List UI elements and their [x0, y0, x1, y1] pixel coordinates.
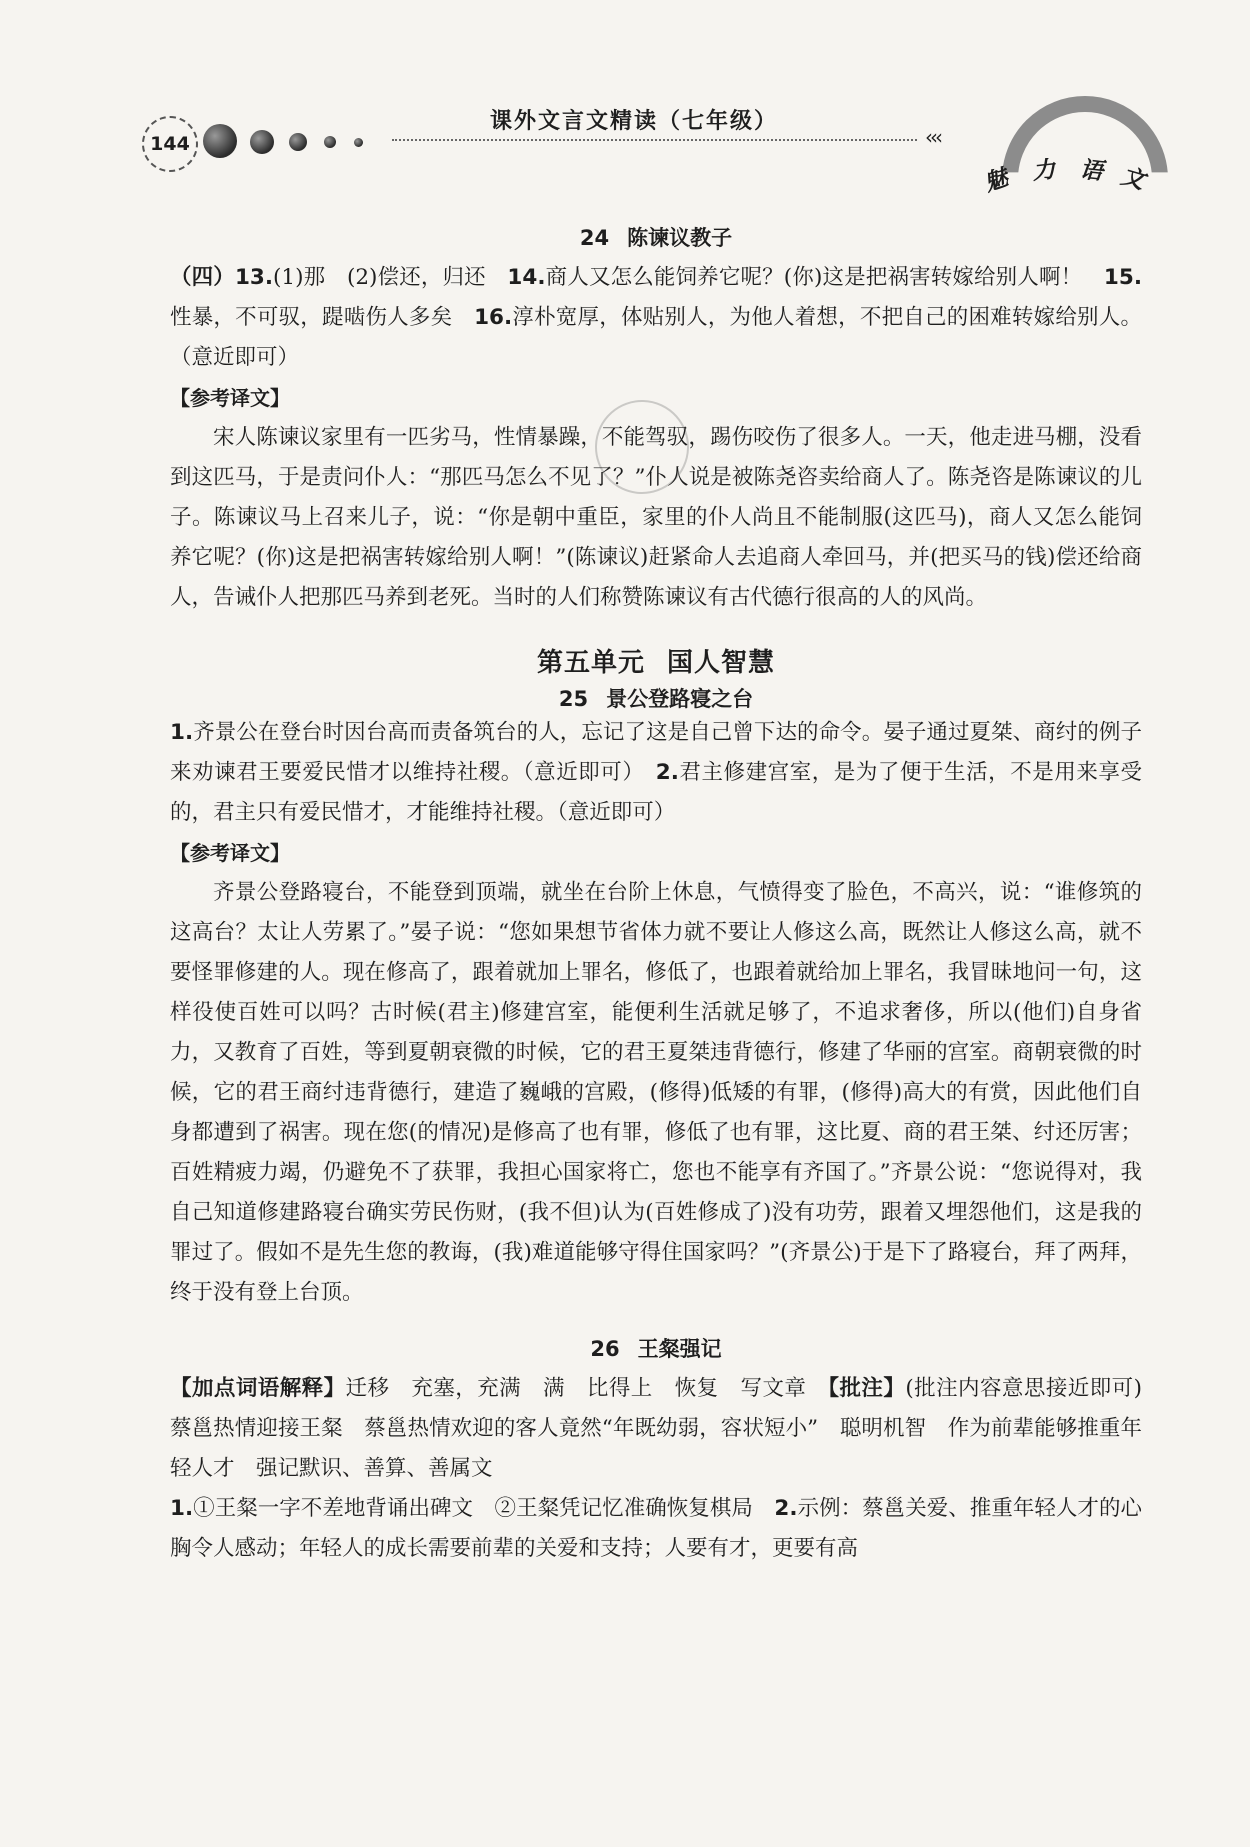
answer-part-label: （四） [170, 265, 235, 290]
page-number: 144 [142, 116, 198, 172]
reference-translation-label: 【参考译文】 [170, 386, 290, 410]
section-name: 王粲强记 [637, 1337, 722, 1361]
annotation-block [170, 1369, 1142, 1489]
section-number: 24 [579, 226, 610, 250]
answer-text: 性暴，不可驭，踶啮伤人多矣 [170, 305, 475, 330]
annotation-label: 【加点词语解释】 [170, 1376, 346, 1401]
section-number: 26 [590, 1337, 620, 1361]
section-number: 25 [558, 687, 589, 711]
book-title: 课外文言文精读（七年级） [490, 108, 779, 134]
answer-text: 示例：蔡邕关爱、推重年轻人才的心胸令人感动；年轻人的成长需要前辈的关爱和支持；人要有才，更要有高 [170, 1496, 1142, 1561]
section-name: 陈谏议教子 [627, 226, 733, 250]
answer-text: 君主修建宫室，是为了便于生活，不是用来享受的，君主只有爱民惜才，才能维持社稷。（意近即可） [170, 760, 1142, 825]
translation-paragraph: 宋人陈谏议家里有一匹劣马，性情暴躁，不能驾驭，踢伤咬伤了很多人。一天，他走进马棚，没看到这匹马，于是责问仆人：“那匹马怎么不见了？”仆人说是被陈尧咨卖给商人了。陈尧咨是陈谏议的儿子。陈谏议马上召来儿子，说：“你是朝中重臣，家里的仆人尚且不能制服(这匹马)，商人又怎么能饲养它呢？(你)这是把祸害转嫁给别人啊！”(陈谏议)赶紧命人去追商人牵回马，并(把买马的钱)偿还给商人，告诫仆人把那匹马养到老死。当时的人们称赞陈谏议有古代德行很高的人的风尚。 [170, 425, 1142, 610]
answer-text: 淳朴宽厚，体贴别人，为他人着想，不把自己的困难转嫁给别人。（意近即可） [170, 305, 1142, 370]
chevron-left-icon: ‹‹‹ [925, 125, 940, 149]
header-divider [392, 139, 917, 141]
question-number: 16. [474, 305, 513, 330]
answer-text: 商人又怎么能饲养它呢？(你)这是把祸害转嫁给别人啊！ [545, 265, 1104, 290]
decorative-dot [203, 124, 237, 158]
brand-char: 力 [1030, 155, 1057, 186]
answer-block [170, 713, 1142, 833]
answer-text: 齐景公在登台时因台高而责备筑台的人，忘记了这是自己曾下达的命令。晏子通过夏桀、商纣的例子来劝谏君王要爱民惜才以维持社稷。（意近即可） [170, 720, 1142, 785]
answer-block [170, 258, 1142, 378]
answer-block [170, 1489, 1142, 1569]
section-title [170, 683, 1142, 713]
brand-logo [981, 150, 1154, 200]
unit-name: 国人智慧 [667, 648, 776, 678]
reference-translation-label: 【参考译文】 [170, 841, 290, 865]
answer-text: (1)那 (2)偿还，归还 [273, 265, 508, 290]
unit-title [170, 642, 1142, 679]
brand-char: 魅 [981, 164, 1012, 197]
brand-char: 文 [1118, 162, 1148, 195]
section-title [170, 222, 1142, 252]
question-number: 1. [170, 720, 194, 745]
question-number: 15. [1103, 265, 1142, 290]
question-number: 2. [655, 760, 679, 785]
decorative-dot [324, 136, 336, 148]
decorative-dot [250, 130, 274, 154]
page-content [170, 222, 1142, 1569]
question-number: 1. [170, 1496, 194, 1521]
question-number: 14. [507, 265, 546, 290]
annotation-label: 【批注】 [828, 1376, 906, 1401]
section-title [170, 1333, 1142, 1363]
annotation-text: 迁移 充塞，充满 满 比得上 恢复 写文章 [345, 1376, 829, 1401]
annotation-text: (批注内容意思接近即可)蔡邕热情迎接王粲 蔡邕热情欢迎的客人竟然“年既幼弱，容状短小” 聪明机智 作为前辈能够推重年轻人才 强记默识、善算、善属文 [170, 1376, 1142, 1481]
decorative-dot [289, 133, 307, 151]
unit-label: 第五单元 [536, 648, 645, 678]
question-number: 13. [234, 265, 274, 290]
brand-char: 语 [1078, 155, 1105, 186]
question-number: 2. [774, 1496, 798, 1521]
decorative-dot [354, 138, 363, 147]
answer-text: ①王粲一字不差地背诵出碑文 ②王粲凭记忆准确恢复棋局 [193, 1496, 775, 1521]
page-header [0, 0, 1250, 210]
translation-paragraph: 齐景公登路寝台，不能登到顶端，就坐在台阶上休息，气愤得变了脸色，不高兴，说：“谁修筑的这高台？太让人劳累了。”晏子说：“您如果想节省体力就不要让人修这么高，既然让人修这么高，就不要怪罪修建的人。现在修高了，跟着就加上罪名，修低了，也跟着就给加上罪名，我冒昧地问一句，这样役使百姓可以吗？古时候(君主)修建宫室，能便利生活就足够了，不追求奢侈，所以(他们)自身省力，又教育了百姓，等到夏朝衰微的时候，它的君王夏桀违背德行，修建了华丽的宫室。商朝衰微的时候，它的君王商纣违背德行，建造了巍峨的宫殿，(修得)低矮的有罪，(修得)高大的有赏，因此他们自身都遭到了祸害。现在您(的情况)是修高了也有罪，修低了也有罪，这比夏、商的君王桀、纣还厉害；百姓精疲力竭，仍避免不了获罪，我担心国家将亡，您也不能享有齐国了。”齐景公说：“您说得对，我自己知道修建路寝台确实劳民伤财，(我不但)认为(百姓修成了)没有功劳，跟着又埋怨他们，这是我的罪过了。假如不是先生您的教诲，(我)难道能够守得住国家吗？”(齐景公)于是下了路寝台，拜了两拜，终于没有登上台顶。 [170, 880, 1142, 1305]
section-name: 景公登路寝之台 [606, 687, 754, 711]
